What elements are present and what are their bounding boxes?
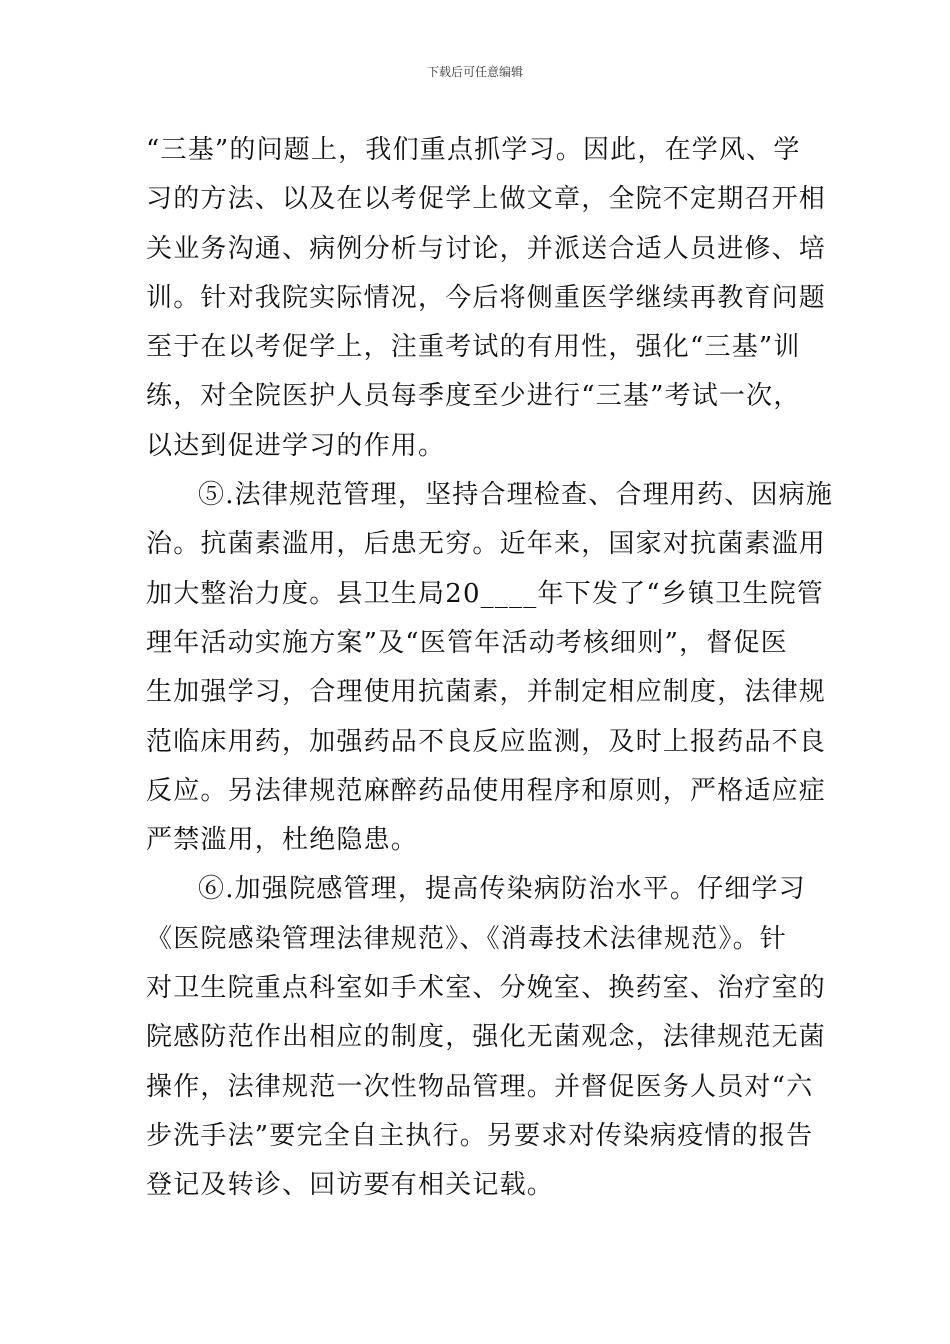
text-line: 练，对全院医护人员每季度至少进行“三基”考试一次， <box>146 381 801 412</box>
text-line: 对卫生院重点科室如手术室、分娩室、换药室、治疗室的 <box>146 973 827 1004</box>
text-line: 操作，法律规范一次性物品管理。并督促医务人员对“六 <box>146 1071 814 1102</box>
paragraph-item-5 <box>146 471 834 865</box>
paragraph-continuation <box>146 126 827 471</box>
text-line: 理年活动实施方案”及“医管年活动考核细则”，督促医 <box>146 627 788 658</box>
text-line: 反应。另法律规范麻醉药品使用程序和原则，严格适应症 <box>146 775 827 806</box>
paragraph-item-6 <box>146 865 827 1210</box>
text-line: “三基”的问题上，我们重点抓学习。因此，在学风、学 <box>146 135 801 165</box>
text-line: ⑤.法律规范管理，坚持合理检查、合理用药、因病施 <box>198 480 834 511</box>
text-line: 治。抗菌素滥用，后患无穷。近年来，国家对抗菌素滥用 <box>146 529 827 560</box>
text-line: ⑥.加强院感管理，提高传染病防治水平。仔细学习 <box>198 874 806 905</box>
text-line: 严禁滥用，杜绝隐患。 <box>146 825 419 856</box>
text-line: 关业务沟通、病例分析与讨论，并派送合适人员进修、培 <box>146 233 827 264</box>
text-line: 登记及转诊、回访要有相关记载。 <box>146 1170 555 1201</box>
text-line: 生加强学习，合理使用抗菌素，并制定相应制度，法律规 <box>146 677 827 708</box>
text-line: 至于在以考促学上，注重考试的有用性，强化“三基”训 <box>146 332 801 363</box>
text-line: 范临床用药，加强药品不良反应监测，及时上报药品不良 <box>146 726 827 757</box>
document-body <box>146 126 834 1211</box>
text-line: 习的方法、以及在以考促学上做文章，全院不定期召开相 <box>146 184 827 215</box>
text-line: 加大整治力度。县卫生局20____年下发了“乡镇卫生院管 <box>146 578 824 609</box>
text-line: 以达到促进学习的作用。 <box>146 430 446 461</box>
text-line: 步洗手法”要完全自主执行。另要求对传染病疫情的报告 <box>146 1120 814 1151</box>
text-line: 《医院感染管理法律规范》、《消毒技术法律规范》。针 <box>146 923 788 954</box>
page-header: 下载后可任意编辑 <box>426 65 523 79</box>
text-line: 院感防范作出相应的制度，强化无菌观念，法律规范无菌 <box>146 1022 827 1053</box>
text-line: 训。针对我院实际情况，今后将侧重医学继续再教育问题 <box>146 282 827 313</box>
